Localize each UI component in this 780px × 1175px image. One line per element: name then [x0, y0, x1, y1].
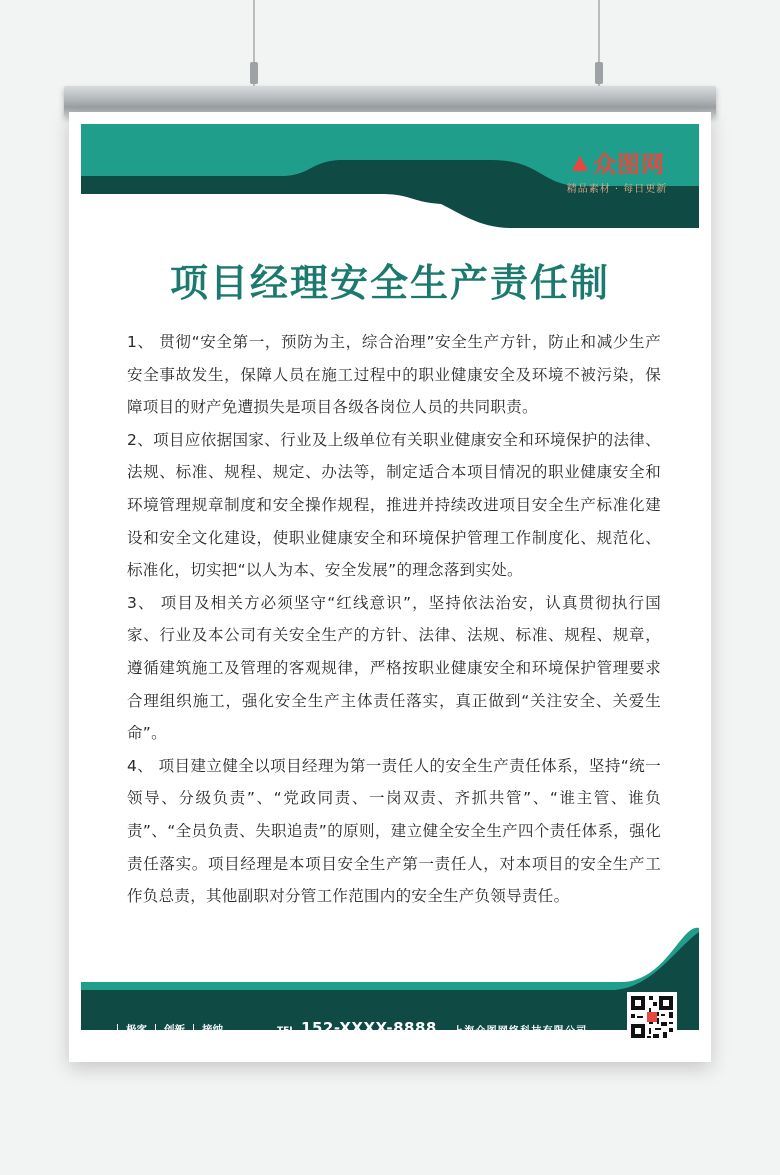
phone-number: 152-XXXX-8888 — [301, 1019, 437, 1037]
qr-code-icon — [629, 994, 675, 1040]
hanging-clip-right — [595, 62, 603, 84]
qr-code — [627, 992, 677, 1042]
brand-name: 众图网 — [593, 152, 665, 178]
people-icon — [569, 154, 591, 172]
footer-divider — [117, 1024, 118, 1036]
footer-keywords — [109, 1022, 223, 1037]
footer-divider — [155, 1024, 156, 1036]
regulation-text — [127, 326, 661, 913]
hanging-clip-left — [250, 62, 258, 84]
poster — [69, 112, 711, 1062]
clause-3: 3、 项目及相关方必须坚守“红线意识”，坚持依法治安，认真贯彻执行国家、行业及本公司有关安全生产的方针、法律、法规、标准、规程、规章，遵循建筑施工及管理的客观规律，严格按职业健康安全和环境保护管理要求合理组织施工，强化安全生产主体责任落实，真正做到“关注安全、关爱生命”。 — [127, 593, 661, 743]
clause-2: 2、项目应依据国家、行业及上级单位有关职业健康安全和环境保护的法律、法规、标准、规程、规定、办法等，制定适合本项目情况的职业健康安全和环境管理规章制度和安全操作规程，推进并持续改进项目安全生产标准化建设和安全文化建设，使职业健康安全和环境保护管理工作制度化、规范化、标准化，切实把“以人为本、安全发展”的理念落到实处。 — [127, 430, 661, 580]
tel-label: TEL — [277, 1026, 296, 1036]
footer-phone — [277, 1019, 437, 1037]
footer-keyword: 接纳 — [202, 1024, 223, 1036]
footer-keyword: 创新 — [164, 1024, 185, 1036]
clause-1: 1、 贯彻“安全第一，预防为主，综合治理”安全生产方针，防止和减少生产安全事故发生，保障人员在施工过程中的职业健康安全及环境不被污染，保障项目的财产免遭损失是项目各级各岗位人员的共同职责。 — [127, 333, 661, 417]
brand-tagline: 精品素材 · 每日更新 — [566, 184, 668, 195]
clause-4: 4、 项目建立健全以项目经理为第一责任人的安全生产责任体系，坚持“统一领导、分级负责”、“党政同责、一岗双责、齐抓共管”、“谁主管、谁负责”、“全员负责、失职追责”的原则，建立健全安全生产四个责任体系，强化责任落实。项目经理是本项目安全生产第一责任人，对本项目的安全生产工作负总责，其他副职对分管工作范围内的安全生产负领导责任。 — [127, 756, 661, 906]
footer-banner — [81, 864, 699, 1042]
brand-logo — [557, 146, 677, 195]
company-name: 上海众图网络科技有限公司 — [453, 1026, 588, 1037]
page-title: 项目经理安全生产责任制 — [169, 261, 610, 305]
footer-keyword: 极客 — [126, 1024, 147, 1036]
footer-divider — [193, 1024, 194, 1036]
